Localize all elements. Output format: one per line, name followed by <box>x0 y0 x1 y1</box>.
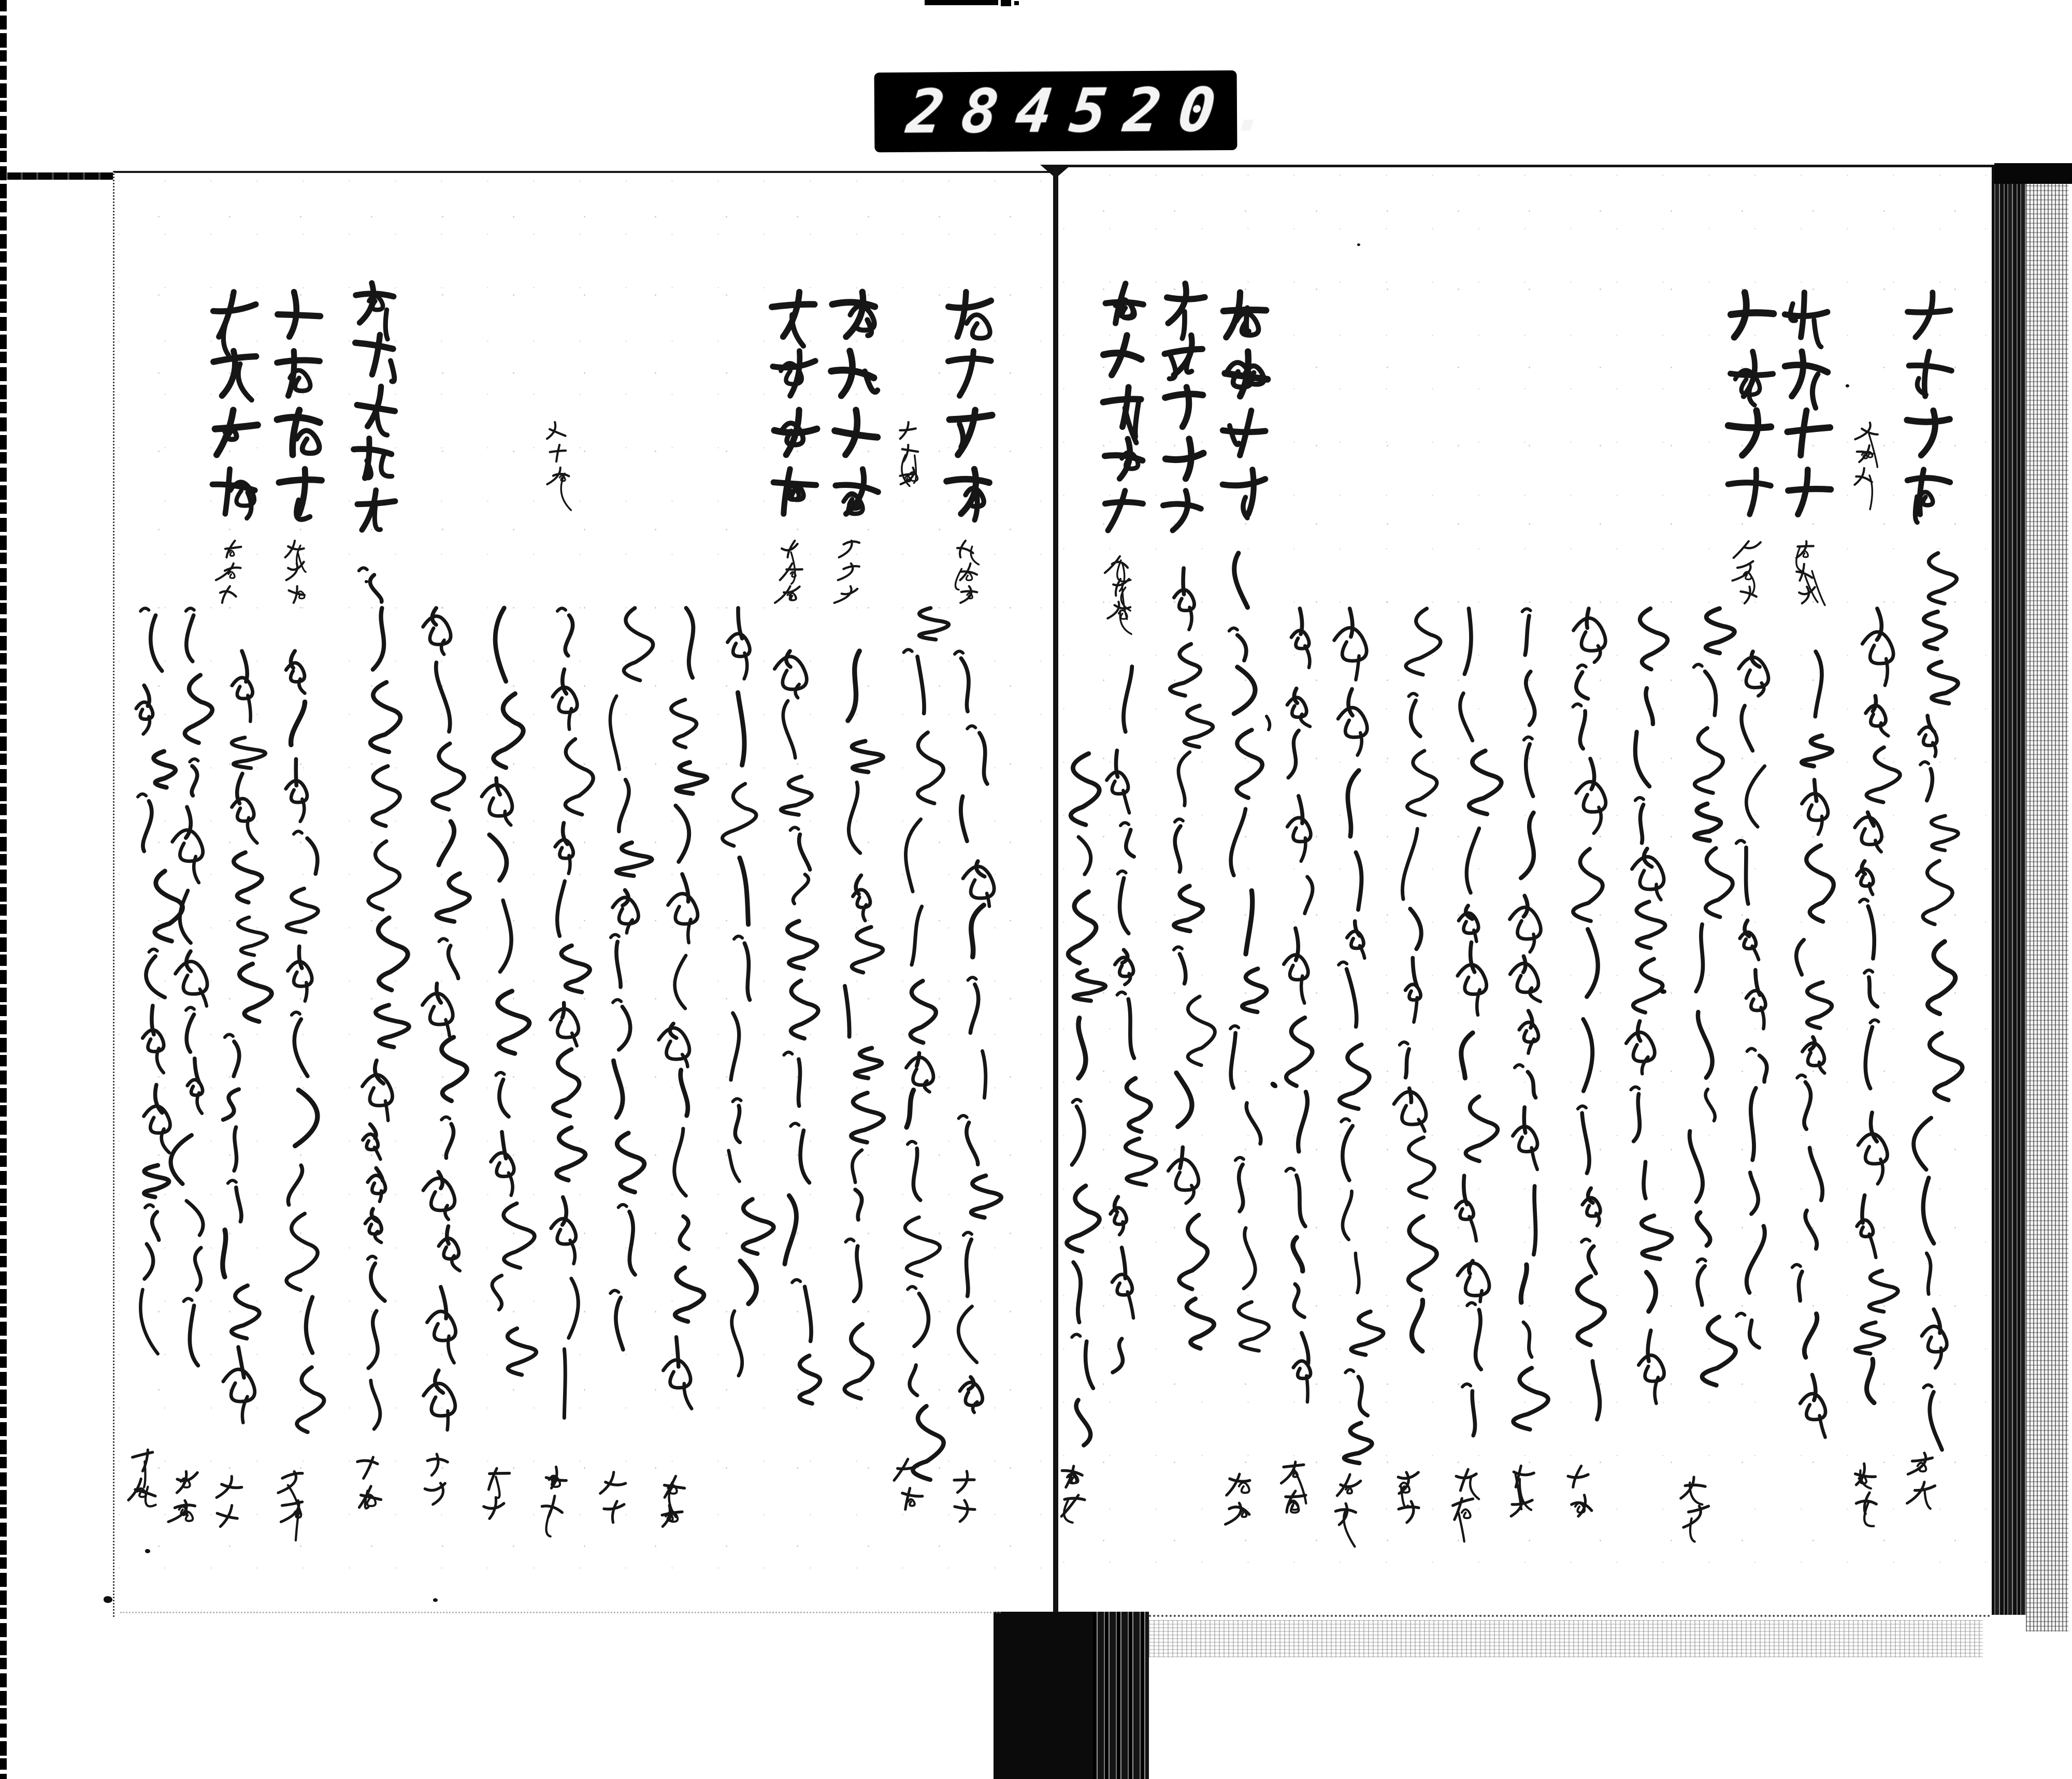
manuscript-page-right <box>1059 165 1992 1617</box>
ink-speck <box>104 1596 112 1603</box>
bottom-scan-noise <box>1149 1620 1983 1657</box>
scan-top-mark-small <box>1014 1 1019 5</box>
verse-column <box>1626 609 1672 1404</box>
topic-heading-column <box>772 292 820 1404</box>
topic-heading-column <box>212 292 271 1527</box>
left-page-bottom-edge <box>120 1612 1001 1613</box>
topic-heading-column <box>947 292 1001 1522</box>
topic-heading-column <box>1163 283 1215 1348</box>
frame-counter <box>874 70 1291 152</box>
verse-column <box>1681 609 1736 1542</box>
topic-heading-column <box>1785 293 1834 1438</box>
verse-column <box>1453 609 1502 1541</box>
scan-top-bar <box>925 0 998 5</box>
ink-speck <box>1660 989 1666 994</box>
verse-column <box>128 608 183 1506</box>
verse-column <box>1061 754 1105 1523</box>
ink-speck <box>1846 384 1849 387</box>
scan-top-mark <box>1001 0 1011 6</box>
frame-counter-left-digits: 284 <box>903 76 1074 147</box>
book-spine-block <box>994 1612 1093 1779</box>
left-page-top-shadow <box>7 172 113 180</box>
topic-heading-column <box>354 283 409 1508</box>
right-page-bottom-edge <box>1149 1615 1991 1617</box>
verse-column <box>723 608 774 1376</box>
topic-heading-column <box>831 292 884 1399</box>
topic-heading-column <box>1222 293 1270 1525</box>
film-edge-speckle <box>0 0 7 1779</box>
topic-heading-column <box>1103 283 1156 1372</box>
verse-column <box>542 422 593 1537</box>
verse-column <box>1281 609 1313 1513</box>
ink-speck <box>1357 243 1360 246</box>
verse-column <box>1394 609 1441 1523</box>
page-right-calligraphy <box>1059 167 1992 1617</box>
verse-column <box>1854 423 1900 1526</box>
page-left-calligraphy <box>114 173 1056 1617</box>
verse-column <box>600 608 653 1523</box>
verse-column <box>422 608 469 1505</box>
topic-heading-column <box>1907 293 1963 1509</box>
verse-column <box>1334 609 1384 1546</box>
topic-heading-column <box>277 292 324 1541</box>
ink-speck <box>433 1598 438 1602</box>
manuscript-page-left <box>113 171 1056 1617</box>
book-spine-streaks <box>1093 1612 1149 1779</box>
verse-column <box>1568 609 1606 1516</box>
center-gutter-line <box>1053 167 1058 1615</box>
book-fore-edge-top-shadow <box>1994 163 2072 184</box>
ink-speck <box>365 580 368 583</box>
book-fore-edge-pages <box>1992 165 2026 1615</box>
frame-counter-right-digits: 520. <box>1066 75 1291 146</box>
book-fore-edge-speckle <box>2026 165 2068 1631</box>
verse-column <box>1509 609 1548 1516</box>
ink-speck <box>145 1549 150 1553</box>
verse-column <box>482 608 536 1518</box>
verse-column <box>168 608 212 1522</box>
topic-heading-column <box>1728 293 1773 1348</box>
verse-column <box>894 422 948 1509</box>
verse-column <box>659 608 707 1526</box>
